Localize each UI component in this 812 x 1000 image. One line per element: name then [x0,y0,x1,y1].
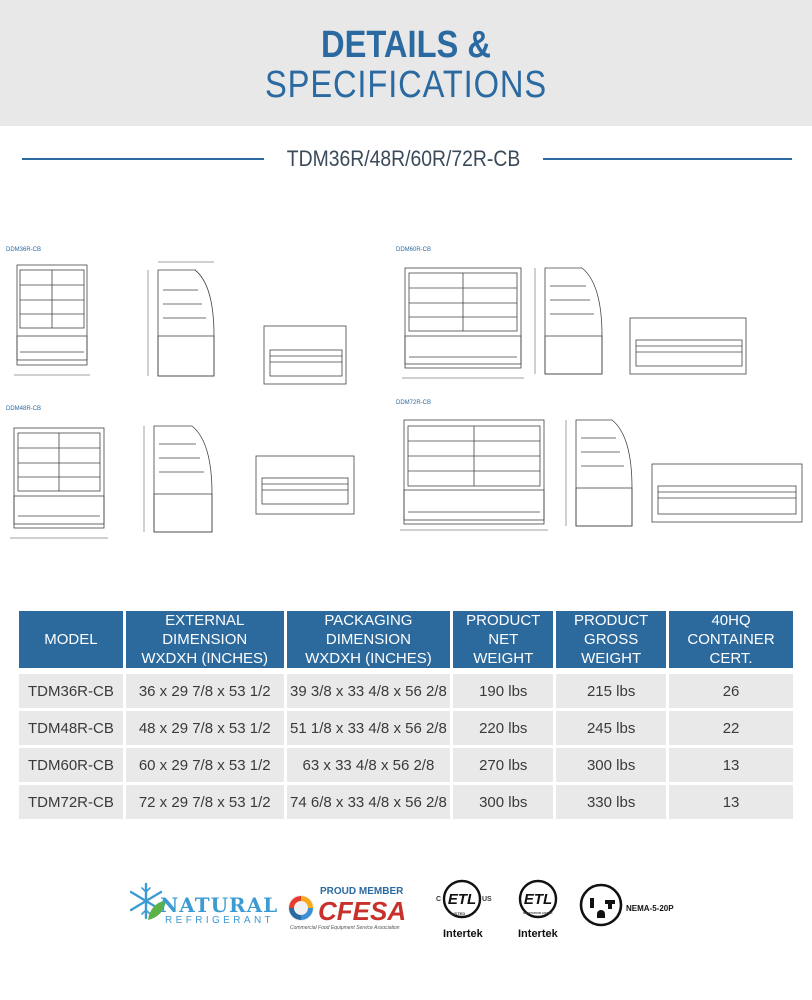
ddm72r-side-view [566,420,632,526]
cell-packaging-dimension: 51 1/8 x 33 4/8 x 56 2/8 [287,711,451,745]
cell-gross-weight: 215 lbs [556,674,666,708]
nema-label: NEMA-5-20P [626,904,674,913]
cell-container-cert: 13 [669,785,793,819]
etl-c-mark: C [436,896,442,903]
cell-external-dimension: 48 x 29 7/8 x 53 1/2 [126,711,284,745]
header-external-dimension: EXTERNAL DIMENSION WXDXH (INCHES) [126,611,284,668]
ddm60r-side-view [535,268,602,374]
intertek-label-1: Intertek [443,928,483,940]
ddm72r-front-view [400,420,548,530]
cell-external-dimension: 36 x 29 7/8 x 53 1/2 [126,674,284,708]
ddm36r-top-view [264,326,346,384]
drawing-label-ddm60r: DDM60R-CB [396,247,432,253]
etl-sanitation-tag: SANITATION LISTED [523,911,553,915]
ddm36r-side-view [148,262,214,376]
cell-model: TDM72R-CB [19,785,123,819]
header-net-weight: PRODUCT NET WEIGHT [453,611,553,668]
cell-net-weight: 220 lbs [453,711,553,745]
page-title-line1: DETAILS & [320,24,492,66]
cell-external-dimension: 60 x 29 7/8 x 53 1/2 [126,748,284,782]
cell-packaging-dimension: 39 3/8 x 33 4/8 x 56 2/8 [287,674,451,708]
page-title-line2: SPECIFICATIONS [265,64,547,106]
cell-gross-weight: 245 lbs [556,711,666,745]
cell-gross-weight: 330 lbs [556,785,666,819]
ddm60r-front-view [402,268,524,378]
cell-model: TDM36R-CB [19,674,123,708]
ddm60r-top-view [630,318,746,374]
cell-model: TDM60R-CB [19,748,123,782]
drawing-label-ddm72r: DDM72R-CB [396,400,432,406]
natural-refrigerant-logo-sub: REFRIGERANT [165,915,275,926]
header-packaging-dimension: PACKAGING DIMENSION WXDXH (INCHES) [287,611,451,668]
nema-plug-icon [581,885,621,925]
svg-text:ETL: ETL [523,891,553,908]
drawing-linework [0,240,812,560]
specifications-table [16,608,796,822]
table-row [19,748,793,782]
etl-listed-tag: LISTED [451,911,466,916]
cell-net-weight: 270 lbs [453,748,553,782]
ddm48r-front-view [10,428,108,538]
table-row [19,785,793,819]
header-gross-weight: PRODUCT GROSS WEIGHT [556,611,666,668]
model-series-heading: TDM36R/48R/60R/72R-CB [286,146,521,171]
cell-gross-weight: 300 lbs [556,748,666,782]
svg-text:ETL: ETL [447,891,477,908]
technical-drawings [0,240,812,560]
drawing-label-ddm48r: DDM48R-CB [6,406,42,412]
drawing-label-ddm36r: DDM36R-CB [6,247,42,253]
cell-container-cert: 26 [669,674,793,708]
table-header-row [19,611,793,668]
header-model: MODEL [19,611,123,668]
cell-container-cert: 22 [669,711,793,745]
natural-refrigerant-logo-word: NATURAL [160,893,279,917]
ddm48r-top-view [256,456,354,514]
table-row [19,711,793,745]
cell-container-cert: 13 [669,748,793,782]
cfesa-logo-word: CFESA [318,896,407,926]
ddm72r-top-view [652,464,802,522]
cell-external-dimension: 72 x 29 7/8 x 53 1/2 [126,785,284,819]
cell-packaging-dimension: 74 6/8 x 33 4/8 x 56 2/8 [287,785,451,819]
cfesa-association-name: Commercial Food Equipment Service Association [290,925,400,931]
etl-us-mark: US [482,896,492,903]
cfesa-proud-member: PROUD MEMBER [320,886,404,897]
cell-net-weight: 300 lbs [453,785,553,819]
table-row [19,674,793,708]
cell-net-weight: 190 lbs [453,674,553,708]
header-container-cert: 40HQ CONTAINER CERT. [669,611,793,668]
cell-packaging-dimension: 63 x 33 4/8 x 56 2/8 [287,748,451,782]
divider-right [543,158,792,160]
divider-left [22,158,264,160]
cell-model: TDM48R-CB [19,711,123,745]
cfesa-swirl-icon [288,895,314,921]
ddm48r-side-view [144,426,212,532]
ddm36r-front-view [14,265,90,375]
intertek-label-2: Intertek [518,928,558,940]
